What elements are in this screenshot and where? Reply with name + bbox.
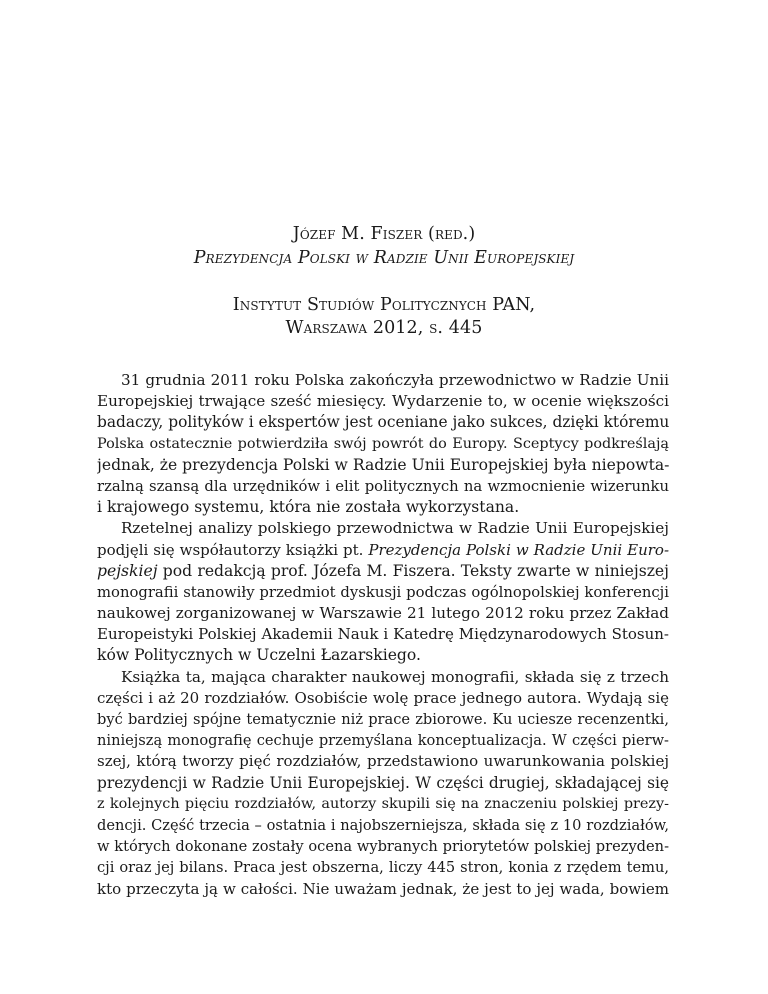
text-line: części i aż 20 rozdziałów. Osobiście wolę prace jednego autora. Wydają się: [97, 688, 669, 707]
text-line: [97, 540, 669, 561]
book-title: Prezydencja Polski w Radzie Unii Europejskiej: [193, 248, 575, 268]
text-line: w których dokonane zostały ocena wybranych priorytetów polskiej prezyden-: [97, 838, 669, 856]
text-line: Polska ostatecznie potwierdziła swój powrót do Europy. Sceptycy podkreślają: [97, 435, 669, 452]
text-line: cji oraz jej bilans. Praca jest obszerna, liczy 445 stron, konia z rzędem temu,: [97, 859, 669, 877]
review-body: [97, 370, 669, 900]
text-line: być bardziej spójne tematycznie niż prace zbiorowe. Ku uciesze recenzentki,: [97, 711, 669, 728]
text-line: jednak, że prezydencja Polski w Radzie Unii Europejskiej była niepowta-: [97, 455, 669, 474]
text-line: naukowej zorganizowanej w Warszawie 21 lutego 2012 roku przez Zakład: [97, 604, 669, 623]
text-line: 31 grudnia 2011 roku Polska zakończyła przewodnictwo w Radzie Unii: [121, 371, 669, 389]
publisher: Instytut Studiów Politycznych PAN,: [232, 295, 536, 315]
text-line: z kolejnych pięciu rozdziałów, autorzy skupili się na znaczeniu polskiej prezy-: [97, 795, 669, 812]
book-title-reference: pejskiej: [97, 561, 158, 580]
text-line: [97, 561, 669, 582]
text-line: kto przeczyta ją w całości. Nie uważam jednak, że jest to jej wada, bowiem: [97, 879, 669, 898]
text-line: Rzetelnej analizy polskiego przewodnictwa w Radzie Unii Europejskiej: [121, 519, 669, 538]
text-line: rzalną szansą dla urzędników i elit politycznych na wzmocnienie wizerunku: [97, 477, 669, 495]
text-line: Europeistyki Polskiej Akademii Nauk i Katedrę Międzynarodowych Stosun-: [97, 625, 669, 644]
text-line: monografii stanowiły przedmiot dyskusji podczas ogólnopolskiej konferencji: [97, 583, 669, 601]
text-line: prezydencji w Radzie Unii Europejskiej. W części drugiej, składającej się: [97, 773, 669, 792]
text-segment: podjęli się współautorzy książki pt.: [97, 540, 369, 559]
text-line: ków Politycznych w Uczelni Łazarskiego.: [97, 646, 421, 665]
text-line: Książka ta, mająca charakter naukowej monografii, składa się z trzech: [121, 667, 669, 686]
text-line: badaczy, polityków i ekspertów jest oceniane jako sukces, dzięki któremu: [97, 413, 669, 432]
text-segment: pod redakcją prof. Józefa M. Fiszera. Teksty zwarte w niniejszej: [157, 561, 669, 580]
text-line: dencji. Część trzecia – ostatnia i najobszerniejsza, składa się z 10 rozdziałów,: [97, 816, 669, 834]
text-line: niniejszą monografię cechuje przemyślana konceptualizacja. W części pierw-: [97, 732, 669, 750]
text-line: szej, którą tworzy pięć rozdziałów, przedstawiono uwarunkowania polskiej: [97, 752, 669, 771]
place-year-pages: Warszawa 2012, s. 445: [285, 318, 483, 338]
text-line: Europejskiej trwające sześć miesięcy. Wydarzenie to, w ocenie większości: [97, 392, 669, 411]
text-line: i krajowego systemu, która nie została wykorzystana.: [97, 498, 520, 517]
book-author: Józef M. Fiszer (red.): [292, 224, 476, 244]
book-title-reference: Prezydencja Polski w Radzie Unii Euro-: [368, 540, 669, 559]
